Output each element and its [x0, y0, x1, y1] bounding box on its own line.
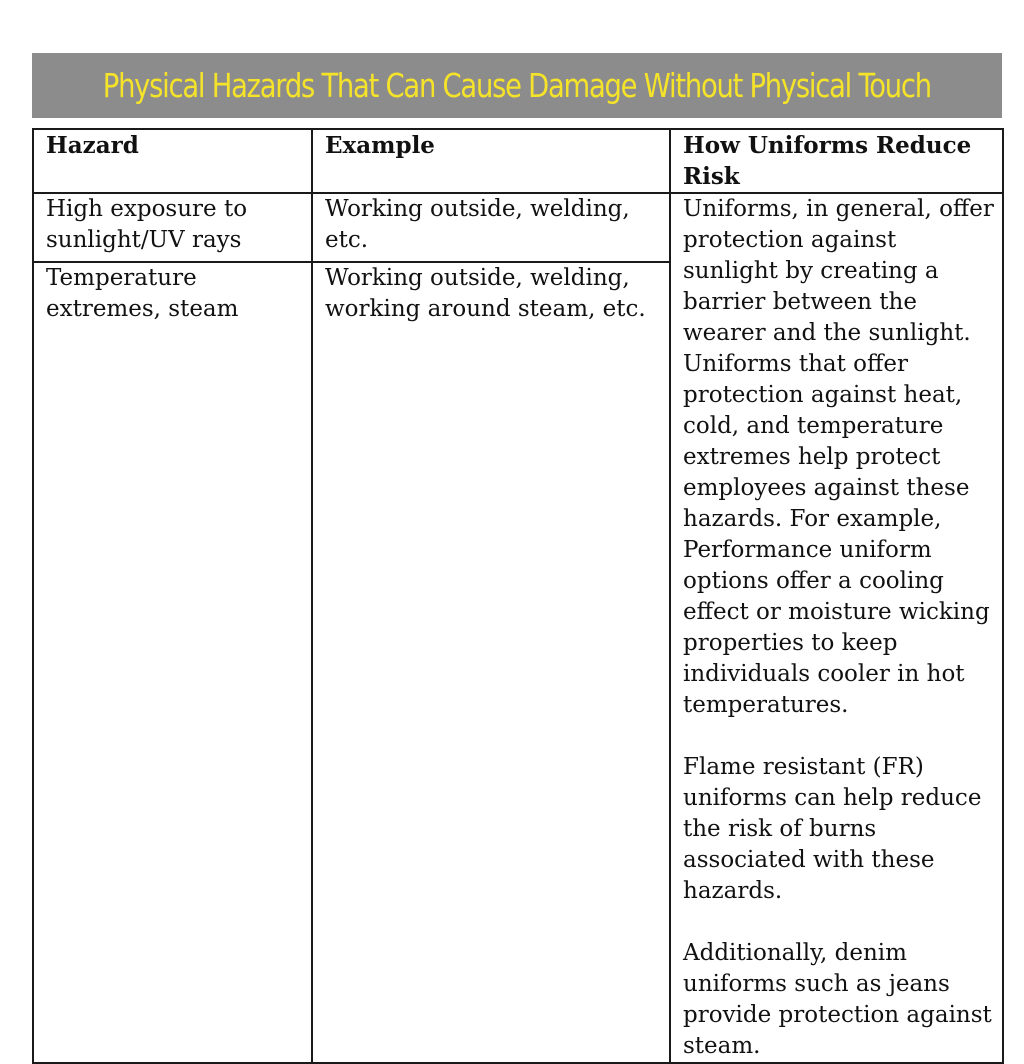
cell-risk: Uniforms, in general, offer protection against sunlight by creating a barrier between the wearer and the sunlight. Uniforms that offer protection against heat, cold, and temperature extremes help protect employees against these hazards. For example, Performance uniform options offer a cooling effect or moisture wicking properties to keep individuals cooler in hot temperatures. Flame resistant (FR) uniforms can help reduce the risk of burns associated with these hazards. Additionally, denim uniforms such as jeans provide protection against steam. — [670, 193, 1003, 1063]
cell-example: Working outside, welding, working around steam, etc. — [312, 262, 670, 1063]
header-example: Example — [312, 129, 670, 193]
table-header-row — [33, 129, 1003, 193]
cell-example: Working outside, welding, etc. — [312, 193, 670, 262]
hazards-table — [32, 128, 1004, 1064]
title-banner — [32, 53, 1002, 118]
cell-hazard: High exposure to sunlight/UV rays — [33, 193, 312, 262]
table-row — [33, 193, 1003, 262]
header-hazard: Hazard — [33, 129, 312, 193]
header-risk: How Uniforms Reduce Risk — [670, 129, 1003, 193]
page-title: Physical Hazards That Can Cause Damage Without Physical Touch — [102, 66, 932, 105]
cell-hazard: Temperature extremes, steam — [33, 262, 312, 1063]
